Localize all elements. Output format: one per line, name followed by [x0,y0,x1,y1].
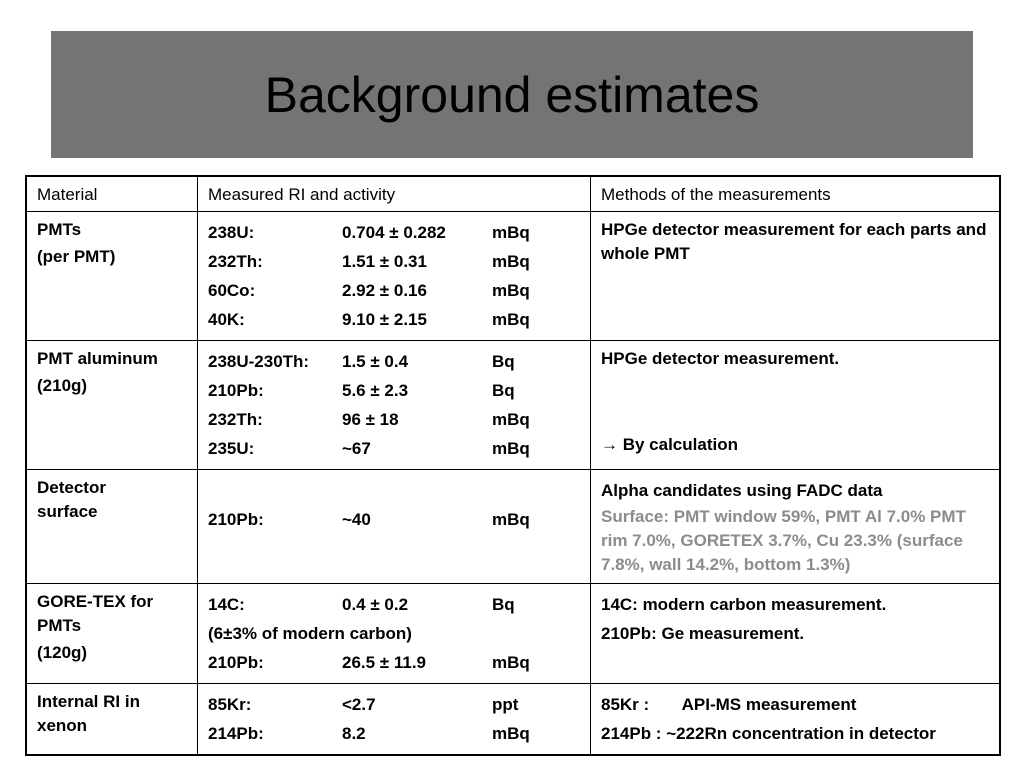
methods-line: 85Kr : API-MS measurement [601,695,857,714]
activity-unit: mBq [492,439,530,458]
methods-spacer [601,371,989,433]
activity-line [208,590,580,619]
table-header-row [26,176,1000,212]
activity-line [208,505,580,534]
table-row [26,341,1000,470]
activity-value: 2.92 ± 0.16 [342,281,427,300]
activity-line [208,247,580,276]
activity-value: 1.51 ± 0.31 [342,252,427,271]
isotope: 235U: [208,439,255,458]
material-line: (per PMT) [37,247,116,266]
activity-unit: mBq [492,510,530,529]
activity-note: (6±3% of modern carbon) [208,624,412,643]
material-line: GORE-TEX for PMTs [37,592,154,635]
activity-cell [198,212,591,341]
activity-line [208,347,580,376]
activity-line [208,218,580,247]
methods-line: HPGe detector measurement. [601,349,840,368]
methods-cell [591,584,1001,684]
header-activity: Measured RI and activity [198,176,591,212]
activity-line [208,434,580,463]
activity-unit: mBq [492,653,530,672]
table-row [26,584,1000,684]
material-line: Detector surface [37,478,106,521]
isotope: 210Pb: [208,653,264,672]
activity-line [208,690,580,719]
methods-cell [591,470,1001,584]
material-line: Internal RI in xenon [37,692,140,735]
methods-cell [591,341,1001,470]
isotope: 214Pb: [208,724,264,743]
background-estimates-table [25,175,1001,756]
activity-unit: mBq [492,281,530,300]
activity-cell [198,470,591,584]
activity-unit: mBq [492,724,530,743]
methods-line: HPGe detector measurement for each parts and whole PMT [601,220,987,263]
activity-cell [198,684,591,756]
activity-unit: mBq [492,223,530,242]
activity-line [208,305,580,334]
activity-line [208,719,580,748]
isotope: 60Co: [208,281,256,300]
material-line: PMT aluminum [37,349,158,368]
activity-unit: mBq [492,310,530,329]
activity-line [208,376,580,405]
material-line: (120g) [37,643,88,662]
methods-line: 214Pb : ~222Rn concentration in detector [601,724,936,743]
activity-value: 0.4 ± 0.2 [342,595,409,614]
header-methods: Methods of the measurements [591,176,1001,212]
isotope: 232Th: [208,410,263,429]
activity-value: 8.2 [342,724,366,743]
activity-unit: Bq [492,381,515,400]
activity-cell [198,341,591,470]
methods-line: 210Pb: Ge measurement. [601,624,805,643]
activity-unit: Bq [492,352,515,371]
isotope: 232Th: [208,252,263,271]
activity-value: ~67 [342,439,371,458]
methods-line: 14C: modern carbon measurement. [601,595,887,614]
activity-unit: mBq [492,410,530,429]
surface-breakdown-text: Surface: PMT window 59%, PMT Al 7.0% PMT rim 7.0%, GORETEX 3.7%, Cu 23.3% (surface 7.8%, wall 14.2%, bottom 1.3%) [601,507,966,574]
activity-value: <2.7 [342,695,376,714]
methods-cell [591,684,1001,756]
methods-line: Alpha candidates using FADC data [601,481,883,500]
material-cell [26,212,198,341]
activity-unit: Bq [492,595,515,614]
activity-unit: ppt [492,695,519,714]
header-material: Material [26,176,198,212]
activity-line [208,276,580,305]
activity-value: ~40 [342,510,371,529]
isotope: 14C: [208,595,245,614]
isotope: 85Kr: [208,695,252,714]
table-row [26,684,1000,756]
activity-value: 9.10 ± 2.15 [342,310,427,329]
material-line: (210g) [37,376,88,395]
table-row [26,470,1000,584]
activity-value: 96 ± 18 [342,410,399,429]
isotope: 238U: [208,223,255,242]
material-cell [26,470,198,584]
isotope: 210Pb: [208,381,264,400]
isotope: 40K: [208,310,245,329]
methods-cell [591,212,1001,341]
activity-value: 26.5 ± 11.9 [342,653,427,672]
material-cell [26,584,198,684]
isotope: 210Pb: [208,510,264,529]
activity-value: 5.6 ± 2.3 [342,381,409,400]
activity-cell [198,584,591,684]
activity-value: 0.704 ± 0.282 [342,223,446,242]
activity-spacer [208,476,580,505]
title-banner [51,31,973,158]
material-cell [26,341,198,470]
slide-title: Background estimates [264,66,760,123]
material-cell [26,684,198,756]
activity-value: 1.5 ± 0.4 [342,352,409,371]
activity-line [208,405,580,434]
activity-line [208,648,580,677]
methods-line: → By calculation [601,435,738,454]
activity-unit: mBq [492,252,530,271]
material-line: PMTs [37,220,82,239]
table-row [26,212,1000,341]
isotope: 238U-230Th: [208,352,310,371]
